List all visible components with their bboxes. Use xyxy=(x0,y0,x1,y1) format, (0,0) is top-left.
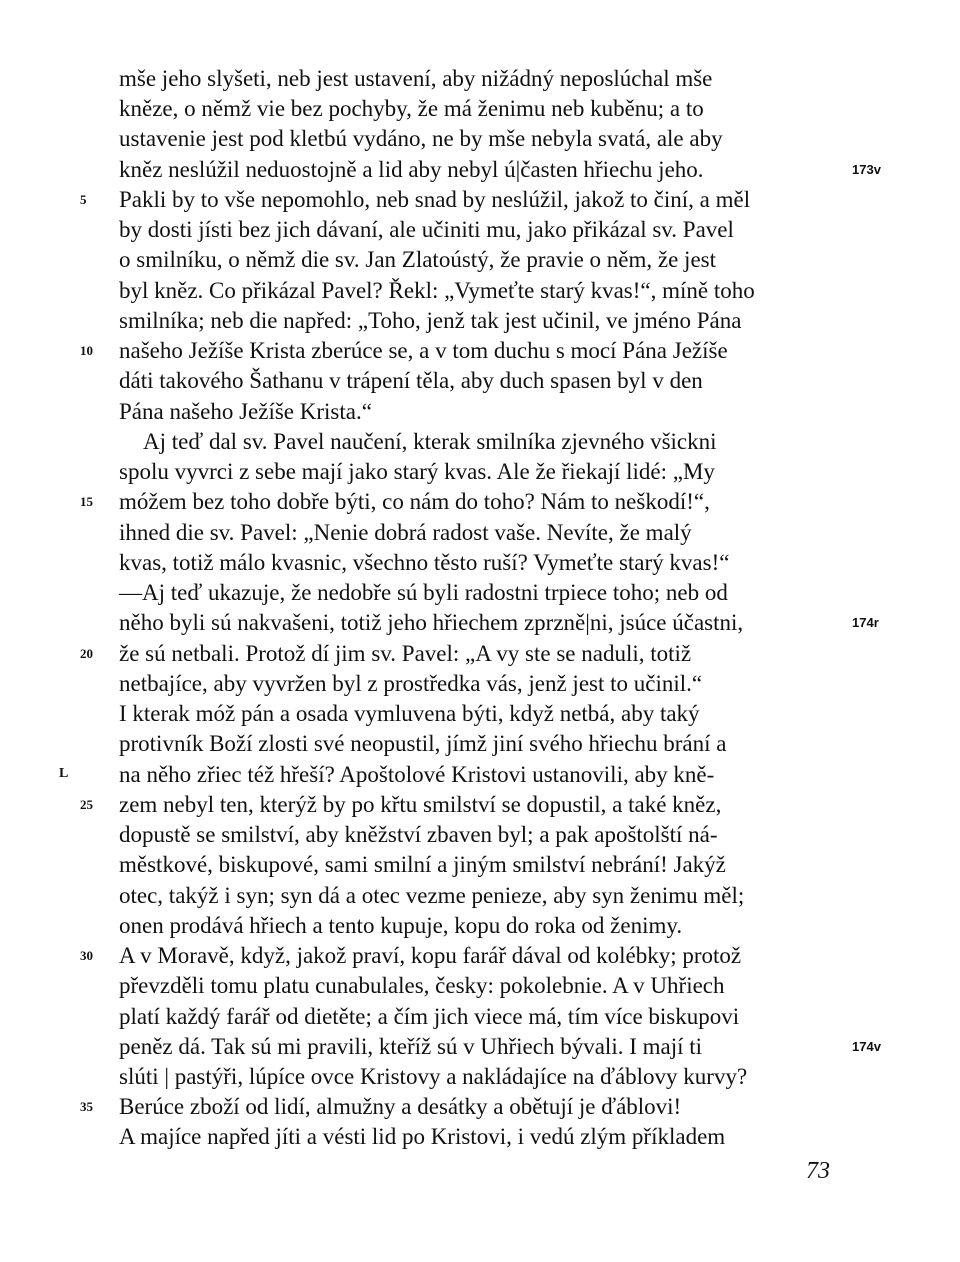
line-number-30: 30 xyxy=(80,948,93,963)
text-line-19: něho byli sú nakvašeni, totiž jeho hřiechem zprzně|ni, jsúce účastni, xyxy=(119,610,744,635)
text-line-11: dáti takového Šathanu v trápení těla, aby duch spasen byl v den xyxy=(119,368,703,393)
text-line-18: —Aj teď ukazuje, že nedobře sú byli radostni trpiece toho; neb od xyxy=(119,580,728,605)
text-line-16: ihned die sv. Pavel: „Nenie dobrá radost vaše. Nevíte, že malý xyxy=(119,520,692,545)
text-line-2: kněze, o němž vie bez pochyby, že má ženimu neb kuběnu; a to xyxy=(119,96,704,121)
text-line-23: protivník Boží zlosti své neopustil, jímž jiní svého hřiechu brání a xyxy=(119,731,727,756)
text-line-7: o smilníku, o němž die sv. Jan Zlatoústý, že pravie o něm, že jest xyxy=(119,247,717,272)
text-line-12: Pána našeho Ježíše Krista.“ xyxy=(119,399,372,424)
line-number-10: 10 xyxy=(80,343,93,358)
text-line-29: onen prodává hřiech a tento kupuje, kopu do roka od ženimy. xyxy=(119,913,683,938)
text-line-34: slúti | pastýři, lúpíce ovce Kristovy a nakládajíce na ďáblovy kurvy? xyxy=(119,1064,748,1089)
text-line-13: Aj teď dal sv. Pavel naučení, kterak smilníka zjevného všickni xyxy=(143,429,717,454)
text-line-3: ustavenie jest pod kletbú vydáno, ne by mše nebyla svatá, ale aby xyxy=(119,126,723,151)
text-line-22: I kterak móž pán a osada vymluvena býti, když netbá, aby taký xyxy=(119,701,700,726)
page-number: 73 xyxy=(806,1158,830,1184)
text-line-21: netbajíce, aby vyvržen byl z prostředka vás, jenž jest to učinil.“ xyxy=(119,671,703,696)
folio-mark-174r: 174r xyxy=(852,615,879,630)
text-line-36: A majíce napřed jíti a vésti lid po Kristovi, i vedú zlým příkladem xyxy=(119,1124,726,1149)
line-number-25: 25 xyxy=(80,797,93,812)
text-line-17: kvas, totiž málo kvasnic, všechno těsto ruší? Vymeťte starý kvas!“ xyxy=(119,550,730,575)
folio-mark-174v: 174v xyxy=(852,1039,881,1054)
text-line-10: našeho Ježíše Krista zberúce se, a v tom duchu s mocí Pána Ježíše xyxy=(119,338,728,363)
line-number-15: 15 xyxy=(80,494,93,509)
text-line-8: byl kněz. Co přikázal Pavel? Řekl: „Vymeťte starý kvas!“, míně toho xyxy=(119,278,755,303)
text-line-20: že sú netbali. Protož dí jim sv. Pavel: „A vy ste se naduli, totiž xyxy=(119,641,692,666)
text-line-35: Berúce zboží od lidí, almužny a desátky a obětují je ďáblovi! xyxy=(119,1094,682,1119)
text-line-15: móžem bez toho dobře býti, co nám do toho? Nám to neškodí!“, xyxy=(119,489,710,514)
text-line-24: na něho zřiec též hřeší? Apoštolové Kristovi ustanovili, aby kně- xyxy=(119,762,715,787)
signature-mark: L xyxy=(59,766,69,781)
text-line-31: převzděli tomu platu cunabulales, česky: pokolebnie. A v Uhřiech xyxy=(119,973,725,998)
text-line-27: městkové, biskupové, sami smilní a jiným smilství nebrání! Jakýž xyxy=(119,852,726,877)
line-number-5: 5 xyxy=(80,192,87,207)
text-line-5: Pakli by to vše nepomohlo, neb snad by neslúžil, jakož to činí, a měl xyxy=(119,187,751,212)
line-number-20: 20 xyxy=(80,646,93,661)
text-line-4: kněz neslúžil neduostojně a lid aby nebyl ú|časten hřiechu jeho. xyxy=(119,157,704,182)
text-line-26: dopustě se smilství, aby kněžství zbaven byl; a pak apoštolští ná- xyxy=(119,822,718,847)
text-line-33: peněz dá. Tak sú mi pravili, kteříž sú v Uhřiech bývali. I mají ti xyxy=(119,1034,703,1059)
text-line-25: zem nebyl ten, kterýž by po křtu smilství se dopustil, a také kněz, xyxy=(119,792,722,817)
text-line-9: smilníka; neb die napřed: „Toho, jenž tak jest učinil, ve jméno Pána xyxy=(119,308,742,333)
folio-mark-173v: 173v xyxy=(852,162,881,177)
text-line-14: spolu vyvrci z sebe mají jako starý kvas. Ale že řiekají lidé: „My xyxy=(119,459,715,484)
line-number-35: 35 xyxy=(80,1099,93,1114)
text-line-32: platí každý farář od dietěte; a čím jich viece má, tím více biskupovi xyxy=(119,1004,740,1029)
text-line-1: mše jeho slyšeti, neb jest ustavení, aby nižádný neposlúchal mše xyxy=(119,66,713,91)
text-line-6: by dosti jísti bez jich dávaní, ale učiniti mu, jako přikázal sv. Pavel xyxy=(119,217,734,242)
text-line-30: A v Moravě, když, jakož praví, kopu farář dával od kolébky; protož xyxy=(119,943,742,968)
text-line-28: otec, takýž i syn; syn dá a otec vezme penieze, aby syn ženimu měl; xyxy=(119,883,745,908)
